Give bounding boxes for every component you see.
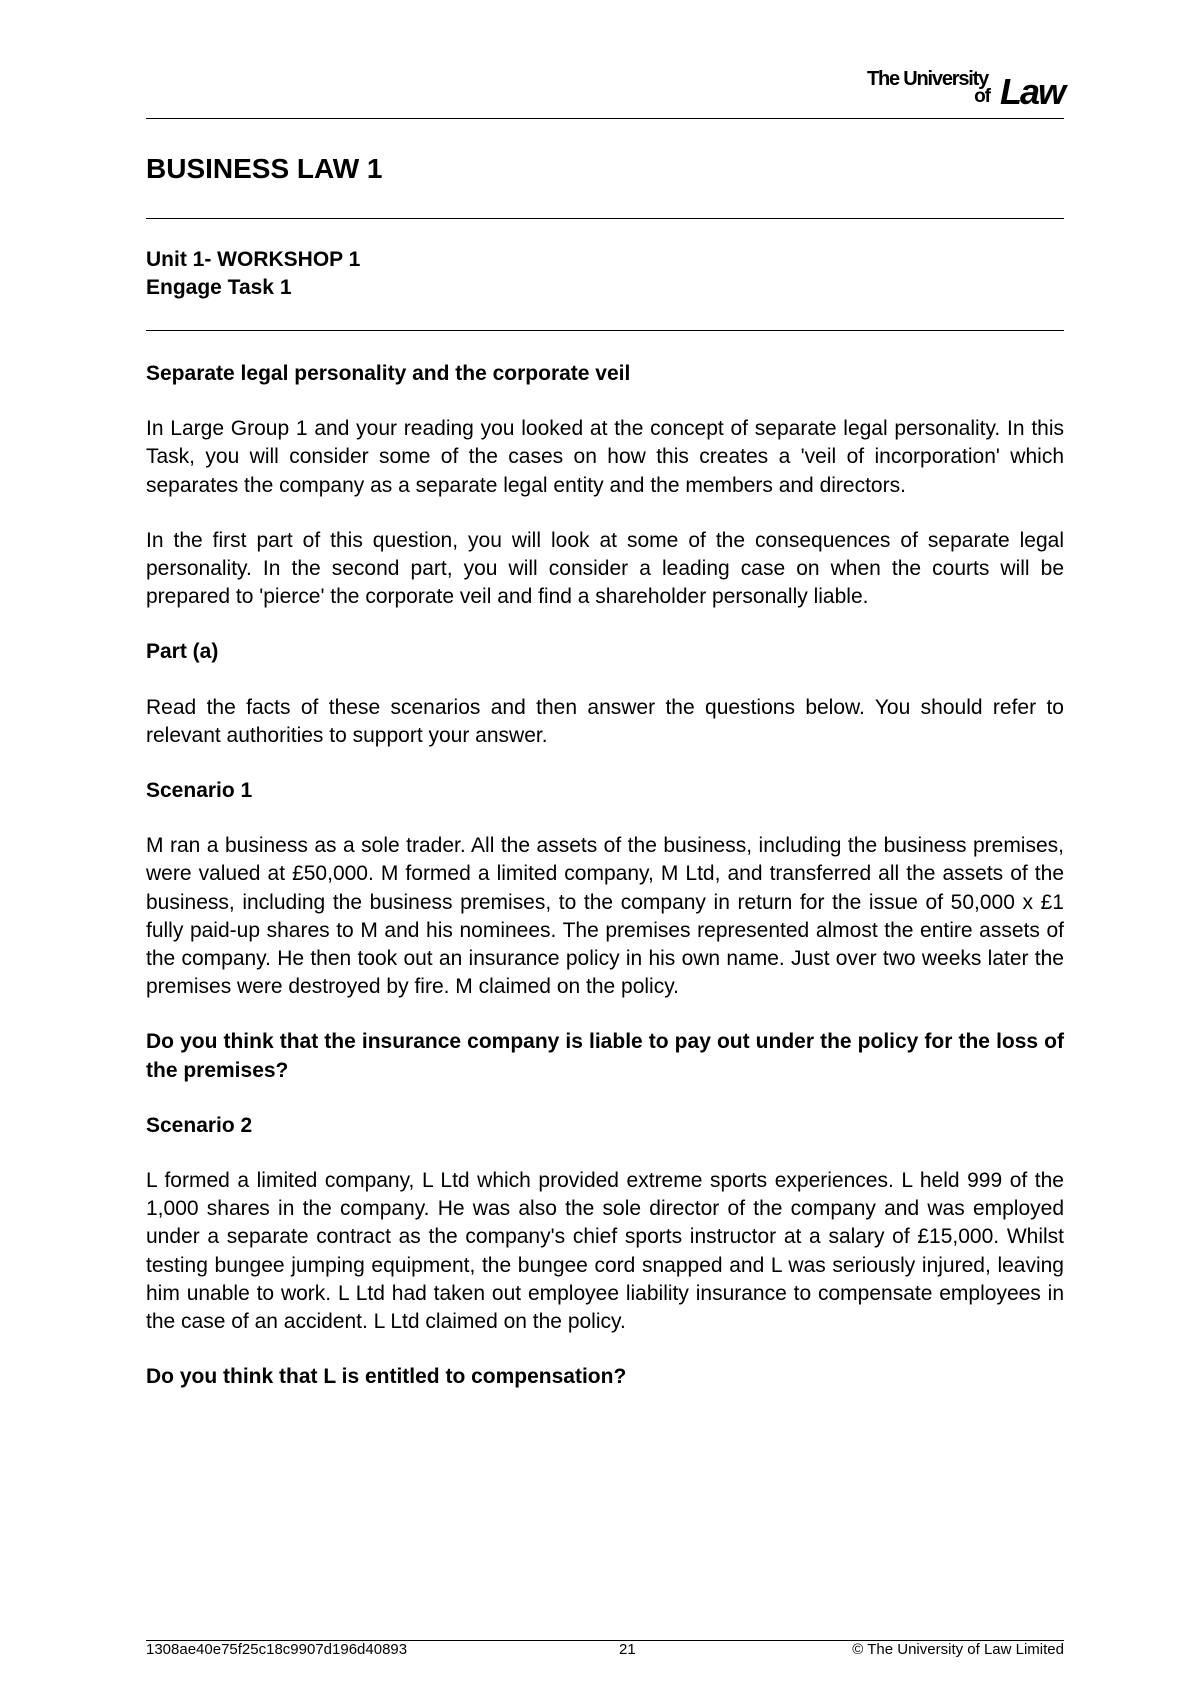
document-body <box>146 360 1064 1418</box>
scenario-2-question: Do you think that L is entitled to compensation? <box>146 1365 627 1389</box>
scenario-2-heading: Scenario 2 <box>146 1113 253 1137</box>
unit-label: Unit 1- WORKSHOP 1 <box>146 248 361 271</box>
course-title: BUSINESS LAW 1 <box>146 153 383 184</box>
unit-divider <box>146 330 1064 331</box>
part-a-heading: Part (a) <box>146 640 219 664</box>
scenario-2-facts: L formed a limited company, L Ltd which provided extreme sports experiences. L held 999 of the 1,000 shares in the company. He was also the sole director of the company and was employed under a separate contract as the company's chief sports instructor at a salary of £15,000. Whilst testing bungee jumping equipment, the bungee cord snapped and L was seriously injured, leaving him unable to work. L Ltd had taken out employee liability insurance to compensate employees in the case of an accident. L Ltd claimed on the policy. <box>146 1169 1064 1334</box>
scenario-1-heading: Scenario 1 <box>146 779 253 803</box>
section-heading: Separate legal personality and the corporate veil <box>146 362 631 385</box>
document-code: 1308ae40e75f25c18c9907d196d40893 <box>146 1641 408 1658</box>
scenario-1-question: Do you think that the insurance company is liable to pay out under the policy for the loss of the premises? <box>146 1030 1064 1082</box>
intro-paragraph-2: In the first part of this question, you will look at some of the consequences of separate legal personality. In the second part, you will consider a leading case on when the courts will be prepared to 'pierce' the corporate veil and find a shareholder personally liable. <box>146 528 1064 609</box>
document-page <box>146 0 1064 1696</box>
logo-text-of: of <box>974 86 990 107</box>
unit-block <box>146 246 360 302</box>
scenario-1-facts: M ran a business as a sole trader. All the assets of the business, including the business premises, were valued at £50,000. M formed a limited company, M Ltd, and transferred all the assets of the business, including the business premises, to the company in return for the issue of 50,000 x £1 fully paid-up shares to M and his nominees. The premises represented almost the entire assets of the company. He then took out an insurance policy in his own name. Just over two weeks later the premises were destroyed by fire. M claimed on the policy. <box>146 834 1064 999</box>
task-label: Engage Task 1 <box>146 276 292 299</box>
page-number: 21 <box>619 1641 636 1658</box>
copyright-notice: © The University of Law Limited <box>852 1641 1064 1658</box>
page-footer <box>146 1638 1064 1662</box>
logo-text-university: The University <box>866 68 988 90</box>
header-divider <box>146 118 1064 119</box>
logo-text-law: Law <box>999 71 1064 112</box>
intro-paragraph-1: In Large Group 1 and your reading you looked at the concept of separate legal personality. In this Task, you will consider some of the cases on how this creates a 'veil of incorporation' which separates the company as a separate legal entity and the members and directors. <box>146 417 1064 497</box>
university-logo <box>854 68 1064 112</box>
part-a-instructions: Read the facts of these scenarios and then answer the questions below. You should refer to relevant authorities to support your answer. <box>146 695 1064 747</box>
title-divider <box>146 218 1064 219</box>
